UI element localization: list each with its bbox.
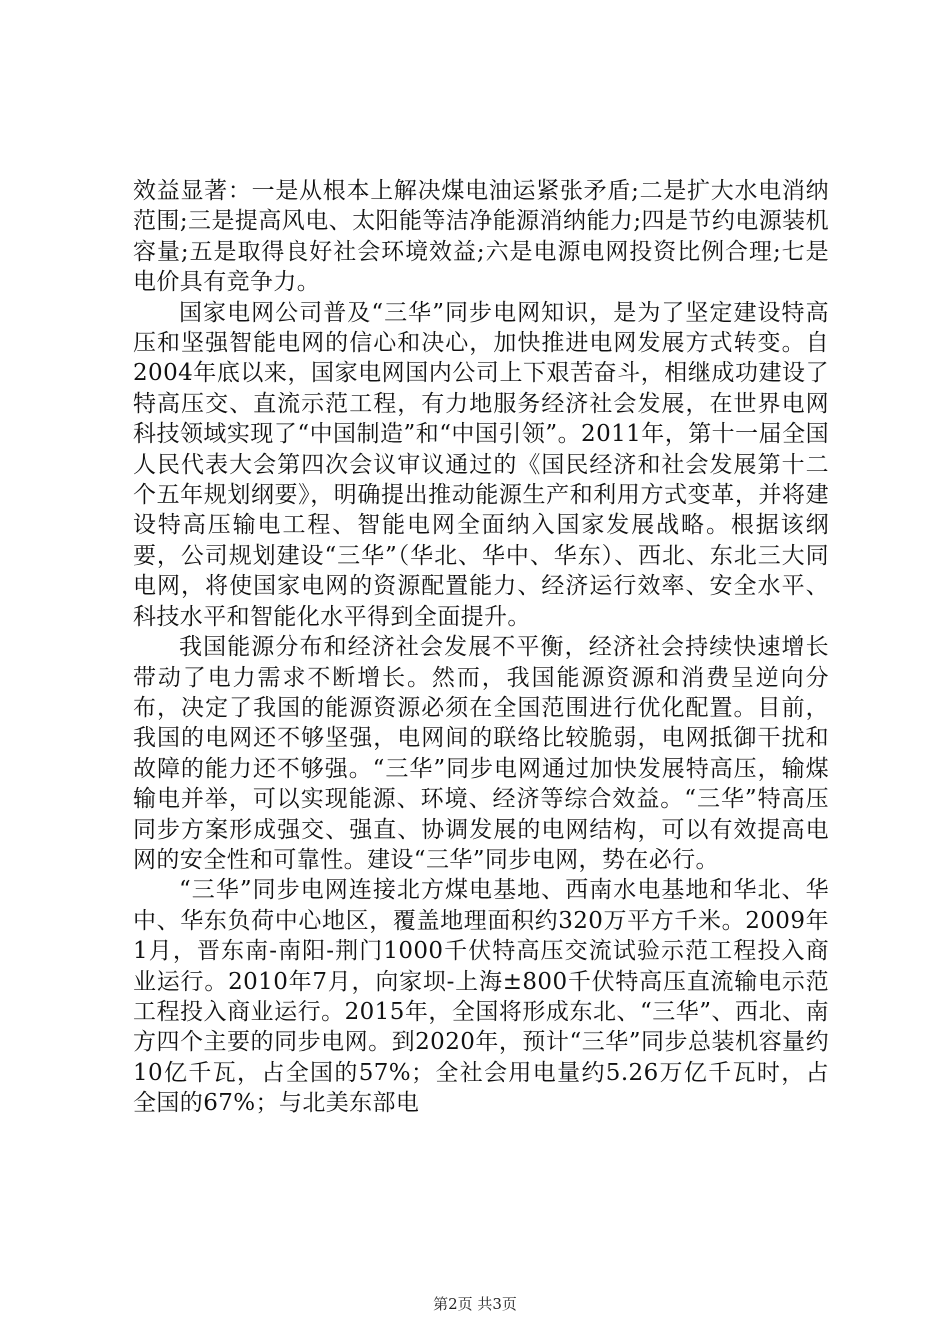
paragraph-1: 效益显著：一是从根本上解决煤电油运紧张矛盾;二是扩大水电消纳范围;三是提高风电、太阳能等洁净能源消纳能力;四是节约电源装机容量;五是取得良好社会环境效益;六是电源电网投资比例合理;七是电价具有竞争力。 [133,178,829,296]
body-text [133,176,829,1119]
paragraph-4: “三华”同步电网连接北方煤电基地、西南水电基地和华北、华中、华东负荷中心地区，覆盖地理面积约320万平方千米。2009年1月，晋东南-南阳-荆门1000千伏特高压交流试验示范工程投入商业运行。2010年7月，向家坝-上海±800千伏特高压直流输电示范工程投入商业运行。2015年，全国将形成东北、“三华”、西北、南方四个主要的同步电网。到2020年，预计“三华”同步总装机容量约10亿千瓦，占全国的57%；全社会用电量约5.26万亿千瓦时，占全国的67%；与北美东部电 [133,877,829,1117]
page-number: 第2页 共3页 [433,1295,517,1313]
paragraph-3: 我国能源分布和经济社会发展不平衡，经济社会持续快速增长带动了电力需求不断增长。然而，我国能源资源和消费呈逆向分布，决定了我国的能源资源必须在全国范围进行优化配置。目前，我国的电网还不够坚强，电网间的联络比较脆弱，电网抵御干扰和故障的能力还不够强。“三华”同步电网通过加快发展特高压，输煤输电并举，可以实现能源、环境、经济等综合效益。“三华”特高压同步方案形成强交、强直、协调发展的电网结构，可以有效提高电网的安全性和可靠性。建设“三华”同步电网，势在必行。 [133,634,829,873]
page-footer [0,1294,950,1314]
paragraph-2: 国家电网公司普及“三华”同步电网知识，是为了坚定建设特高压和坚强智能电网的信心和决心，加快推进电网发展方式转变。自2004年底以来，国家电网国内公司上下艰苦奋斗，相继成功建设了特高压交、直流示范工程，有力地服务经济社会发展，在世界电网科技领域实现了“中国制造”和“中国引领”。2011年，第十一届全国人民代表大会第四次会议审议通过的《国民经济和社会发展第十二个五年规划纲要》，明确提出推动能源生产和利用方式变革，并将建设特高压输电工程、智能电网全面纳入国家发展战略。根据该纲要，公司规划建设“三华”（华北、华中、华东）、西北、东北三大同电网，将使国家电网的资源配置能力、经济运行效率、安全水平、科技水平和智能化水平得到全面提升。 [133,299,829,630]
